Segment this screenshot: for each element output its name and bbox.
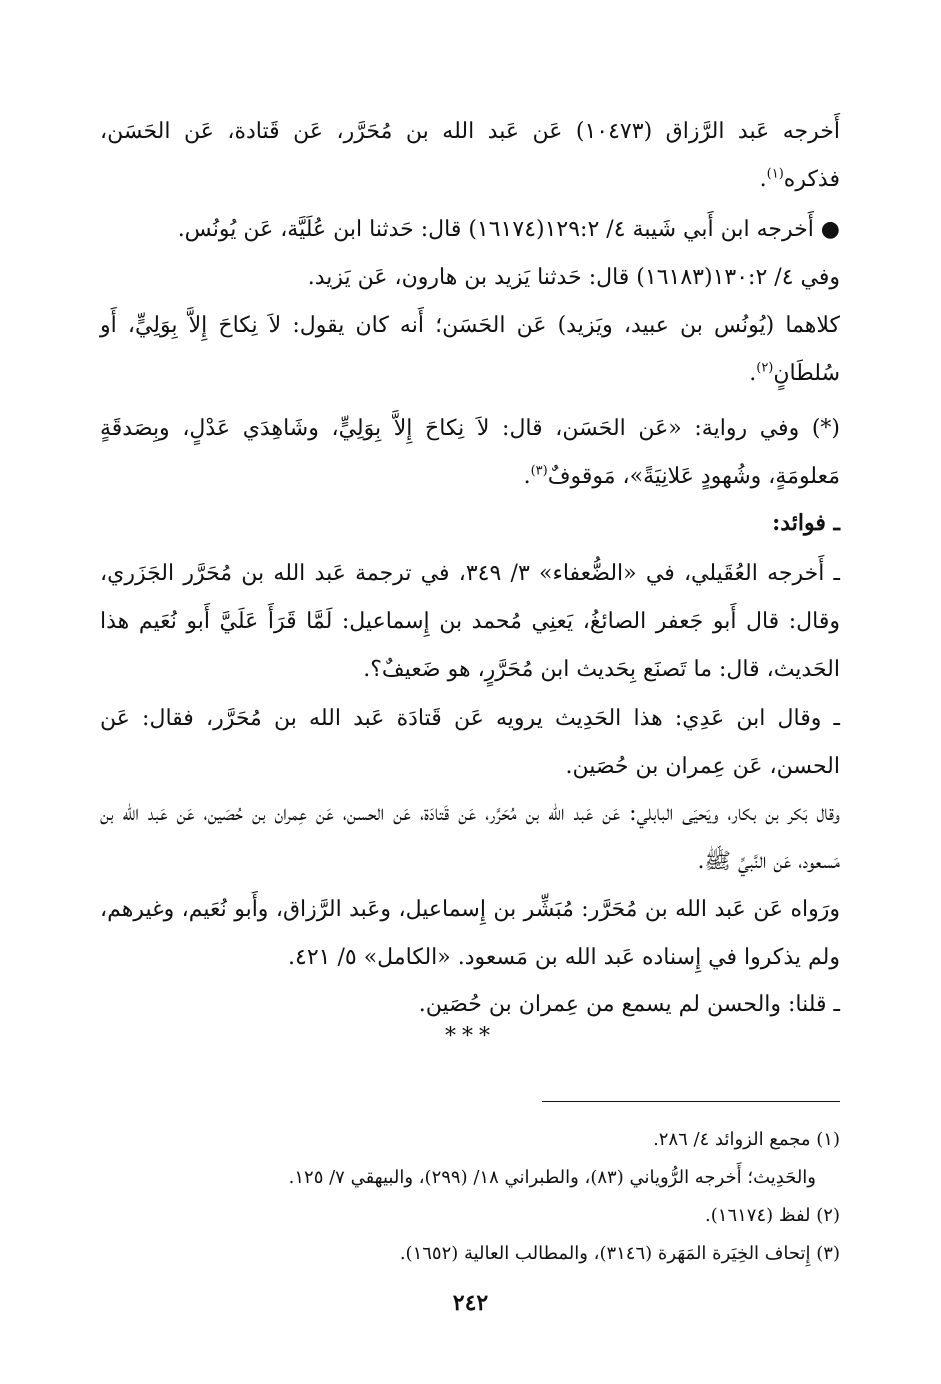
paragraph-kilahuma	[100, 302, 840, 398]
footnote-ref-2[interactable]: (٢)	[756, 360, 774, 376]
section-heading-fawaid: ـ فوائد:	[772, 510, 840, 536]
footnote-1: (١) مجمع الزوائد ٤/ ٢٨٦.	[653, 1129, 840, 1150]
footnote-ref-1[interactable]: (١)	[766, 166, 784, 182]
paragraph-ibn-abi-shayba: ● أَخرجه ابن أَبي شَيبة ٤/ ١٢٩:٢(١٦١٧٤) قال: حَدثنا ابن عُلَيَّة، عَن يُونُس.	[177, 217, 840, 242]
section-divider-stars: ***	[445, 1024, 496, 1049]
footnote-separator	[542, 1101, 840, 1102]
paragraph-end: .	[749, 361, 757, 386]
footnote-ref-3[interactable]: (٣)	[530, 463, 548, 479]
page-number: ٢٤٢	[452, 1290, 489, 1316]
paragraph-bakr-ibn-bakkar: وقال بَكر بن بكار، ويَحيَى البابلي: عَن عَبد الله بن مُحَرَّر، عَن قَتادَة، عَن الحسن، عَن عِمران بن حُصَين، عَن عَبد الله بن مَسعود، عَن النَّبيِّ ﷺ.	[100, 801, 840, 874]
paragraph-text: أَخرجه عَبد الرَّزاق (١٠٤٧٣) عَن عَبد الله بن مُحَرَّر، عَن قَتادة، عَن الحَسَن، فذكره	[100, 119, 841, 192]
paragraph-wa-fi: وفي ٤/ ١٣٠:٢(١٦١٨٣) قال: حَدثنا يَزيد بن هارون، عَن يَزيد.	[307, 265, 840, 290]
paragraph-abdurrazzaq	[100, 108, 840, 204]
paragraph-qulna: ـ قلنا: والحسن لم يسمع من عِمران بن حُصَين.	[418, 992, 840, 1017]
paragraph-rawahu: ورَواه عَن عَبد الله بن مُحَرَّر: مُبَشِّر بن إِسماعيل، وعَبد الرَّزاق، وأَبو نُعَيم، وغيرهم، ولم يذكروا في إِسناده عَبد الله بن مَسعود. «الكامل» ٥/ ٤٢١.	[100, 897, 840, 970]
paragraph-end: .	[523, 464, 531, 489]
footnote-2: (٢) لفظ (١٦١٧٤).	[705, 1205, 840, 1226]
paragraph-end: .	[759, 167, 767, 192]
footnote-1-continued: والحَدِيث؛ أَخرجه الرُّوياني (٨٣)، والطبراني ١٨/ (٢٩٩)، والبيهقي ٧/ ١٢٥.	[288, 1167, 816, 1188]
paragraph-ibn-adi: ـ وقال ابن عَدِي: هذا الحَدِيث يرويه عَن قَتادَة عَبد الله بن مُحَرَّر، فقال: عَن الحسن، عَن عِمران بن حُصَين.	[100, 706, 840, 779]
paragraph-text: (*) وفي رواية: «عَن الحَسَن، قال: لاَ نِكاحَ إِلاَّ بِوَلِيٍّ، وشَاهِدَي عَدْلٍ، وبِصَدقَةٍ مَعلومَةٍ، وشُهودٍ عَلانِيَةً»، مَوقوفٌ	[100, 416, 840, 489]
paragraph-text: كلاهما (يُونُس بن عبيد، ويَزيد) عَن الحَسَن؛ أَنه كان يقول: لاَ نِكاحَ إِلاَّ بِوَلِيٍّ، أَو سُلطَانٍ	[100, 313, 840, 386]
paragraph-riwaya	[100, 405, 840, 501]
paragraph-uqayli: ـ أَخرجه العُقَيلي، في «الضُّعفاء» ٣/ ٣٤٩، في ترجمة عَبد الله بن مُحَرَّر الجَزَري، وقال: قال أَبو جَعفر الصائغُ، يَعنِي مُحمد بن إِسماعيل: لَمَّا قَرَأَ عَلَيَّ أَبو نُعَيم هذا الحَديث، قال: ما تَصنَع بِحَديث ابن مُحَرَّرٍ، هو ضَعيفٌ؟.	[100, 561, 841, 682]
footnote-3: (٣) إِتحاف الخِيَرة المَهَرة (٣١٤٦)، والمطالب العالية (١٦٥٢).	[399, 1243, 840, 1264]
